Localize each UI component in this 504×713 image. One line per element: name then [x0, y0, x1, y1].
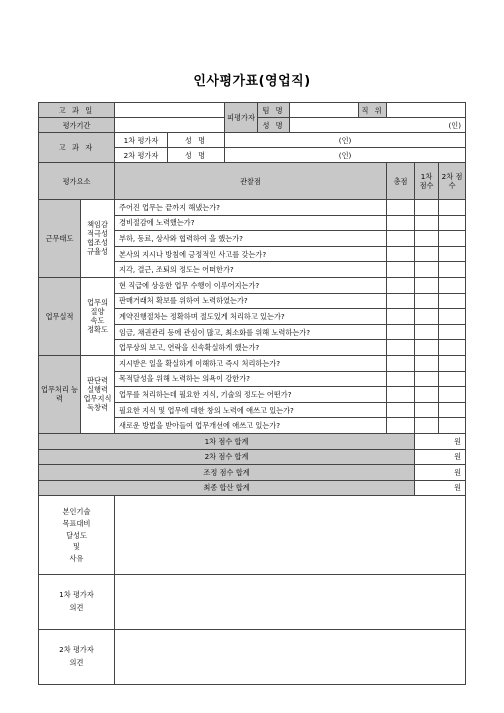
first-score-cell[interactable]	[415, 355, 439, 371]
first-score-cell[interactable]	[415, 324, 439, 340]
criterion-item: 업무상의 보고, 연락을 신속확실하게 했는가?	[115, 340, 387, 356]
first-reviewer-seal[interactable]: (인)	[225, 133, 466, 148]
criterion-item: 주어진 업무는 끝까지 해냈는가?	[115, 200, 387, 216]
subitem: 규율성	[87, 247, 108, 257]
group-performance-subitems	[81, 277, 115, 355]
second-score-cell[interactable]	[439, 402, 466, 418]
second-score-cell[interactable]	[439, 277, 466, 293]
total-score-cell[interactable]	[387, 340, 415, 356]
subitem: 독창력	[87, 403, 108, 413]
second-reviewer-label: 2차 평가자	[115, 148, 168, 163]
second-reviewer-opinion-label	[39, 630, 115, 685]
first-score-cell[interactable]	[415, 402, 439, 418]
criterion-item: 본사의 지시나 방침에 긍정적인 사고를 갖는가?	[115, 246, 387, 262]
position-field[interactable]	[387, 103, 466, 118]
criterion-item: 경비절감에 노력했는가?	[115, 215, 387, 231]
evaluatee-name-label: 성 명	[258, 118, 290, 133]
total-score-cell[interactable]	[387, 215, 415, 231]
final-total-label: 최종 합산 합계	[39, 480, 415, 496]
second-reviewer-seal[interactable]: (인)	[225, 148, 466, 163]
total-score-cell[interactable]	[387, 262, 415, 278]
evaluation-table	[38, 102, 466, 685]
subitem: 업무의	[87, 298, 108, 308]
second-score-cell[interactable]	[439, 293, 466, 309]
team-field[interactable]	[290, 103, 359, 118]
form-title: 인사평가표(영업직)	[193, 74, 311, 89]
first-score-cell[interactable]	[415, 277, 439, 293]
first-score-cell[interactable]	[415, 246, 439, 262]
second-reviewer-name-label: 성 명	[168, 148, 225, 163]
self-statement-label	[39, 496, 115, 575]
adjusted-total-value[interactable]: 원	[415, 465, 466, 481]
group-attitude-subitems	[81, 200, 115, 278]
review-period-label: 평가기간	[39, 118, 115, 133]
first-score-cell[interactable]	[415, 293, 439, 309]
second-score-cell[interactable]	[439, 262, 466, 278]
total-score-cell[interactable]	[387, 324, 415, 340]
observation-column-header: 관찰점	[115, 163, 387, 200]
criterion-item: 현 직급에 상응한 업무 수행이 이루어지는가?	[115, 277, 387, 293]
label-line: 목표대비	[62, 519, 91, 528]
total-score-cell[interactable]	[387, 277, 415, 293]
label-line: 2차 평가자	[59, 645, 94, 655]
first-score-cell[interactable]	[415, 309, 439, 325]
team-label: 팀 명	[258, 103, 290, 118]
adjusted-total-label: 조정 점수 합계	[39, 465, 415, 481]
final-total-value[interactable]: 원	[415, 480, 466, 496]
subitem: 실행력	[87, 385, 108, 395]
first-score-cell[interactable]	[415, 340, 439, 356]
label-line: 1차 평가자	[59, 590, 94, 600]
second-reviewer-opinion-field[interactable]	[115, 630, 466, 685]
total-score-cell[interactable]	[387, 387, 415, 403]
first-score-cell[interactable]	[415, 387, 439, 403]
self-statement-field[interactable]	[115, 496, 466, 575]
second-total-label: 2차 점수 합계	[39, 449, 415, 465]
total-score-cell[interactable]	[387, 371, 415, 387]
total-score-cell[interactable]	[387, 355, 415, 371]
total-score-cell[interactable]	[387, 246, 415, 262]
criterion-item: 계약진행절차는 정확하며 절도있게 처리하고 있는가?	[115, 309, 387, 325]
label-line: 본인기술	[62, 507, 91, 517]
second-total-value[interactable]: 원	[415, 449, 466, 465]
total-score-cell[interactable]	[387, 293, 415, 309]
criterion-item: 지각, 결근, 조퇴의 정도는 어떠한가?	[115, 262, 387, 278]
first-score-cell[interactable]	[415, 418, 439, 434]
label-line: 및	[73, 542, 80, 552]
first-score-cell[interactable]	[415, 231, 439, 247]
criterion-item: 업무를 처리하는데 필요한 지식, 기술의 정도는 어떤가?	[115, 387, 387, 403]
second-score-cell[interactable]	[439, 340, 466, 356]
second-score-cell[interactable]	[439, 231, 466, 247]
group-performance-label: 업무실적	[39, 277, 81, 355]
review-period-field[interactable]	[115, 118, 225, 133]
review-date-field[interactable]	[115, 103, 225, 118]
first-reviewer-opinion-label	[39, 575, 115, 630]
group-ability-subitems	[81, 355, 115, 433]
second-score-cell[interactable]	[439, 355, 466, 371]
group-attitude-label: 근무태도	[39, 200, 81, 278]
second-score-cell[interactable]	[439, 309, 466, 325]
label-line: 사유	[69, 553, 84, 563]
first-score-cell[interactable]	[415, 262, 439, 278]
first-total-label: 1차 점수 합계	[39, 433, 415, 449]
criterion-item: 지시받은 일을 확실하게 이해하고 즉시 처리하는가?	[115, 355, 387, 371]
criterion-item: 부하, 동료, 상사와 협력하여 을 했는가?	[115, 231, 387, 247]
second-score-cell[interactable]	[439, 200, 466, 216]
subitem: 질양	[90, 307, 105, 317]
element-column-header: 평가요소	[39, 163, 115, 200]
subitem: 업무지식	[83, 394, 112, 404]
total-column-header: 총점	[387, 163, 415, 200]
group-ability-label: 업무처리 능력	[39, 355, 81, 433]
second-score-cell[interactable]	[439, 371, 466, 387]
reviewer-label: 고 과 자	[39, 133, 115, 163]
label-line: 달성도	[66, 530, 87, 540]
first-reviewer-label: 1차 평가자	[115, 133, 168, 148]
total-score-cell[interactable]	[387, 200, 415, 216]
evaluatee-label: 피평가자	[225, 103, 258, 133]
second-score-cell[interactable]	[439, 324, 466, 340]
total-score-cell[interactable]	[387, 309, 415, 325]
subitem: 협조성	[87, 238, 108, 248]
evaluatee-name-field[interactable]: (인)	[290, 118, 466, 133]
first-score-column-header: 1차 점수	[415, 163, 439, 200]
review-date-label: 고 과 일	[39, 103, 115, 118]
total-score-cell[interactable]	[387, 418, 415, 434]
first-score-cell[interactable]	[415, 200, 439, 216]
first-score-cell[interactable]	[415, 215, 439, 231]
second-score-cell[interactable]	[439, 246, 466, 262]
second-score-column-header: 2차 점수	[439, 163, 466, 200]
subitem: 책임감	[87, 220, 108, 230]
total-score-cell[interactable]	[387, 402, 415, 418]
criterion-item: 새로운 방법을 받아들여 업무개선에 애쓰고 있는가?	[115, 418, 387, 434]
criterion-item: 임금, 채권관리 등에 관심이 많고, 최소화를 위해 노력하는가?	[115, 324, 387, 340]
first-reviewer-opinion-field[interactable]	[115, 575, 466, 630]
subitem: 판단력	[87, 376, 108, 386]
subitem: 정확도	[87, 325, 108, 335]
criterion-item: 판매거래처 확보를 위하여 노력하였는가?	[115, 293, 387, 309]
first-total-value[interactable]: 원	[415, 433, 466, 449]
total-score-cell[interactable]	[387, 231, 415, 247]
subitem: 적극성	[87, 229, 108, 239]
criterion-item: 필요한 지식 및 업무에 대한 창의 노력에 애쓰고 있는가?	[115, 402, 387, 418]
label-line: 의견	[69, 658, 84, 668]
position-label: 직 위	[359, 103, 387, 118]
criterion-item: 목적달성을 위해 노력하는 의욕이 강한가?	[115, 371, 387, 387]
first-reviewer-name-label: 성 명	[168, 133, 225, 148]
second-score-cell[interactable]	[439, 387, 466, 403]
second-score-cell[interactable]	[439, 215, 466, 231]
second-score-cell[interactable]	[439, 418, 466, 434]
label-line: 의견	[69, 603, 84, 613]
subitem: 속도	[90, 316, 105, 326]
first-score-cell[interactable]	[415, 371, 439, 387]
